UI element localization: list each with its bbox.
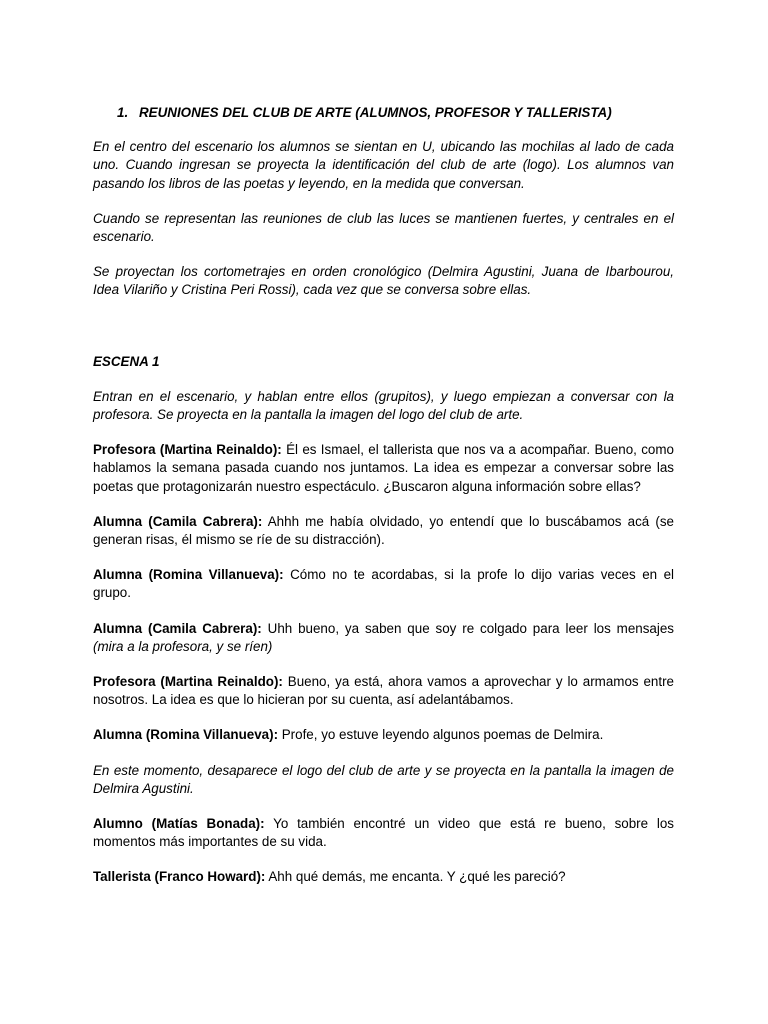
speaker-name: Alumna (Romina Villanueva): bbox=[93, 727, 279, 743]
dialogue-text: Uhh bueno, ya saben que soy re colgado para leer los mensajes bbox=[261, 620, 674, 636]
dialogue-line bbox=[93, 513, 674, 549]
dialogue-line bbox=[93, 726, 674, 744]
dialogue-aside: (mira a la profesora, y se ríen) bbox=[93, 638, 273, 654]
dialogue-text: Él es Ismael, el tallerista que nos va a acompañar. Bueno, como hablamos la semana pasada cuando nos juntamos. La idea es empezar a conversar sobre las poetas que protagonizarán nuestro espectáculo. ¿Buscaron alguna información sobre ellas? bbox=[93, 442, 674, 494]
dialogue-text: Profe, yo estuve leyendo algunos poemas de Delmira. bbox=[278, 727, 604, 743]
speaker-name: Profesora (Martina Reinaldo): bbox=[93, 674, 283, 690]
dialogue-text: Ahhh me había olvidado, yo entendí que lo buscábamos acá (se generan risas, él mismo se ríe de su distracción). bbox=[93, 513, 674, 548]
intro-paragraph-3: Se proyectan los cortometrajes en orden cronológico (Delmira Agustini, Juana de Ibarbourou, Idea Vilariño y Cristina Peri Rossi), cada vez que se conversa sobre ellas. bbox=[93, 264, 674, 298]
section-heading bbox=[93, 104, 674, 122]
dialogue-text: Cómo no te acordabas, si la profe lo dijo varias veces en el grupo. bbox=[93, 567, 675, 601]
speaker-name: Tallerista (Franco Howard): bbox=[93, 869, 266, 885]
dialogue-line bbox=[93, 566, 674, 602]
intro-paragraph-1: En el centro del escenario los alumnos se sientan en U, ubicando las mochilas al lado de cada uno. Cuando ingresan se proyecta la identificación del club de arte (logo). Los alumnos van pasando los libros de las poetas y leyendo, en la medida que conversan. bbox=[93, 139, 674, 191]
section-number: 1. bbox=[117, 105, 129, 120]
speaker-name: Profesora (Martina Reinaldo): bbox=[93, 442, 282, 458]
speaker-name: Alumna (Camila Cabrera): bbox=[93, 620, 262, 636]
dialogue-line bbox=[93, 673, 674, 709]
speaker-name: Alumna (Camila Cabrera): bbox=[93, 513, 263, 529]
section-title: REUNIONES DEL CLUB DE ARTE (ALUMNOS, PROFESOR Y TALLERISTA) bbox=[139, 105, 612, 120]
stage-direction: En este momento, desaparece el logo del club de arte y se proyecta en la pantalla la imagen de Delmira Agustini. bbox=[93, 762, 674, 796]
dialogue-line bbox=[93, 620, 674, 656]
speaker-name: Alumno (Matías Bonada): bbox=[93, 816, 265, 832]
scene-title: ESCENA 1 bbox=[93, 353, 160, 369]
intro-paragraph-2: Cuando se representan las reuniones de club las luces se mantienen fuertes, y centrales en el escenario. bbox=[93, 210, 674, 245]
dialogue-line bbox=[93, 815, 674, 851]
dialogue-text: Yo también encontré un video que está re bueno, sobre los momentos más importantes de su vida. bbox=[93, 816, 674, 850]
speaker-name: Alumna (Romina Villanueva): bbox=[93, 567, 284, 583]
dialogue-text: Ahh qué demás, me encanta. Y ¿qué les pareció? bbox=[265, 869, 566, 885]
dialogue-line bbox=[93, 441, 674, 496]
stage-direction: Entran en el escenario, y hablan entre ellos (grupitos), y luego empiezan a conversar con la profesora. Se proyecta en la pantalla la imagen del logo del club de arte. bbox=[93, 388, 674, 423]
dialogue-text: Bueno, ya está, ahora vamos a aprovechar y lo armamos entre nosotros. La idea es que lo hicieran por su cuenta, así adelantábamos. bbox=[93, 674, 675, 708]
dialogue-line bbox=[93, 868, 674, 886]
